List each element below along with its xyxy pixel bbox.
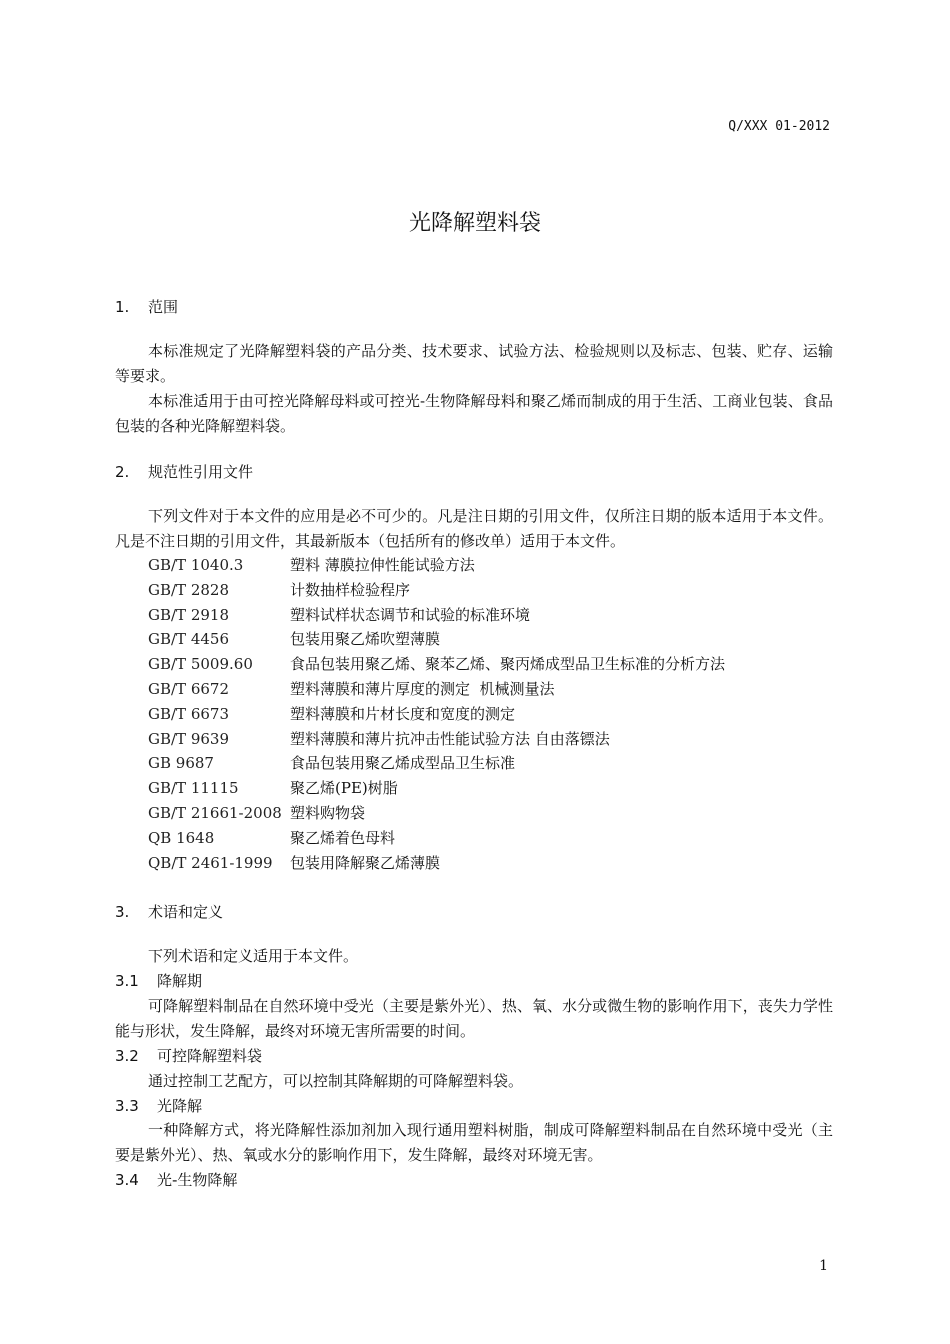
reference-title: 包装用聚乙烯吹塑薄膜 — [290, 630, 441, 649]
reference-title: 包装用降解聚乙烯薄膜 — [290, 853, 441, 872]
reference-item — [148, 677, 725, 702]
term-title: 光-生物降解 — [157, 1171, 238, 1189]
reference-code: GB/T 9639 — [148, 729, 230, 748]
reference-title: 聚乙烯着色母料 — [290, 828, 396, 847]
term-number: 3.4 — [115, 1171, 139, 1189]
reference-code: GB/T 2918 — [148, 605, 230, 624]
section-number: 1. — [115, 298, 130, 316]
reference-item — [148, 553, 725, 578]
reference-code: GB/T 4456 — [148, 630, 230, 649]
reference-item — [148, 702, 725, 727]
reference-title: 塑料薄膜和薄片抗冲击性能试验方法 自由落镖法 — [290, 729, 610, 748]
reference-title: 计数抽样检验程序 — [290, 580, 411, 599]
scope-paragraph-2: 本标准适用于由可控光降解母料或可控光-生物降解母料和聚乙烯而制成的用于生活、工商业包装、食品包装的各种光降解塑料袋。 — [115, 392, 833, 435]
reference-item — [148, 727, 725, 752]
reference-title: 食品包装用聚乙烯、聚苯乙烯、聚丙烯成型品卫生标准的分析方法 — [290, 655, 726, 674]
reference-title: 塑料薄膜和薄片厚度的测定 机械测量法 — [290, 679, 555, 698]
reference-item — [148, 801, 725, 826]
section-number: 2. — [115, 463, 130, 481]
term-heading — [115, 1169, 237, 1190]
reference-code: GB 9687 — [148, 754, 214, 773]
reference-code: QB/T 2461-1999 — [148, 853, 273, 872]
reference-title: 塑料薄膜和片材长度和宽度的测定 — [290, 704, 516, 723]
reference-list — [148, 553, 725, 875]
reference-code: QB 1648 — [148, 828, 215, 847]
reference-code: GB/T 6673 — [148, 704, 230, 723]
reference-code: GB/T 6672 — [148, 679, 230, 698]
section-title: 术语和定义 — [148, 903, 224, 921]
reference-item — [148, 652, 725, 677]
term-number: 3.3 — [115, 1097, 139, 1115]
reference-item — [148, 751, 725, 776]
term-heading — [115, 1045, 262, 1066]
term-definition: 可降解塑料制品在自然环境中受光（主要是紫外光）、热、氧、水分或微生物的影响作用下，丧失力学性能与形状，发生降解，最终对环境无害所需要的时间。 — [115, 997, 833, 1040]
reference-title: 塑料试样状态调节和试验的标准环境 — [290, 605, 531, 624]
term-title: 光降解 — [157, 1097, 203, 1115]
term-title: 可控降解塑料袋 — [157, 1047, 263, 1065]
page-title: 光降解塑料袋 — [408, 211, 541, 236]
reference-title: 塑料 薄膜拉伸性能试验方法 — [290, 556, 475, 574]
term-definition: 通过控制工艺配方，可以控制其降解期的可降解塑料袋。 — [148, 1072, 524, 1090]
term-number: 3.1 — [115, 972, 139, 990]
terms-intro: 下列术语和定义适用于本文件。 — [148, 947, 359, 965]
reference-code: GB/T 1040.3 — [148, 556, 244, 574]
term-title: 降解期 — [157, 972, 203, 990]
reference-item — [148, 578, 725, 603]
reference-code: GB/T 21661-2008 — [148, 803, 282, 822]
reference-item — [148, 851, 725, 876]
references-intro: 下列文件对于本文件的应用是必不可少的。凡是注日期的引用文件，仅所注日期的版本适用于本文件。凡是不注日期的引用文件，其最新版本（包括所有的修改单）适用于本文件。 — [115, 507, 833, 550]
reference-title: 塑料购物袋 — [290, 803, 366, 822]
reference-item — [148, 627, 725, 652]
page-number: 1 — [819, 1258, 828, 1274]
reference-code: GB/T 11115 — [148, 779, 239, 798]
term-heading — [115, 1095, 202, 1116]
section-heading-references — [115, 461, 253, 482]
reference-item — [148, 603, 725, 628]
term-definition: 一种降解方式，将光降解性添加剂加入现行通用塑料树脂，制成可降解塑料制品在自然环境中受光（主要是紫外光）、热、氧或水分的影响作用下，发生降解，最终对环境无害。 — [115, 1121, 833, 1164]
scope-paragraph-1: 本标准规定了光降解塑料袋的产品分类、技术要求、试验方法、检验规则以及标志、包装、贮存、运输等要求。 — [115, 342, 833, 385]
reference-title: 食品包装用聚乙烯成型品卫生标准 — [290, 754, 516, 773]
reference-code: GB/T 2828 — [148, 580, 230, 599]
section-heading-terms — [115, 901, 223, 922]
reference-code: GB/T 5009.60 — [148, 655, 253, 674]
section-heading-scope — [115, 296, 178, 317]
section-number: 3. — [115, 903, 130, 921]
reference-item — [148, 776, 725, 801]
term-heading — [115, 970, 202, 991]
reference-item — [148, 826, 725, 851]
reference-title: 聚乙烯(PE)树脂 — [290, 779, 398, 798]
section-title: 范围 — [148, 298, 179, 316]
term-number: 3.2 — [115, 1047, 139, 1065]
document-code: Q/XXX 01-2012 — [728, 119, 830, 134]
section-title: 规范性引用文件 — [148, 463, 254, 481]
